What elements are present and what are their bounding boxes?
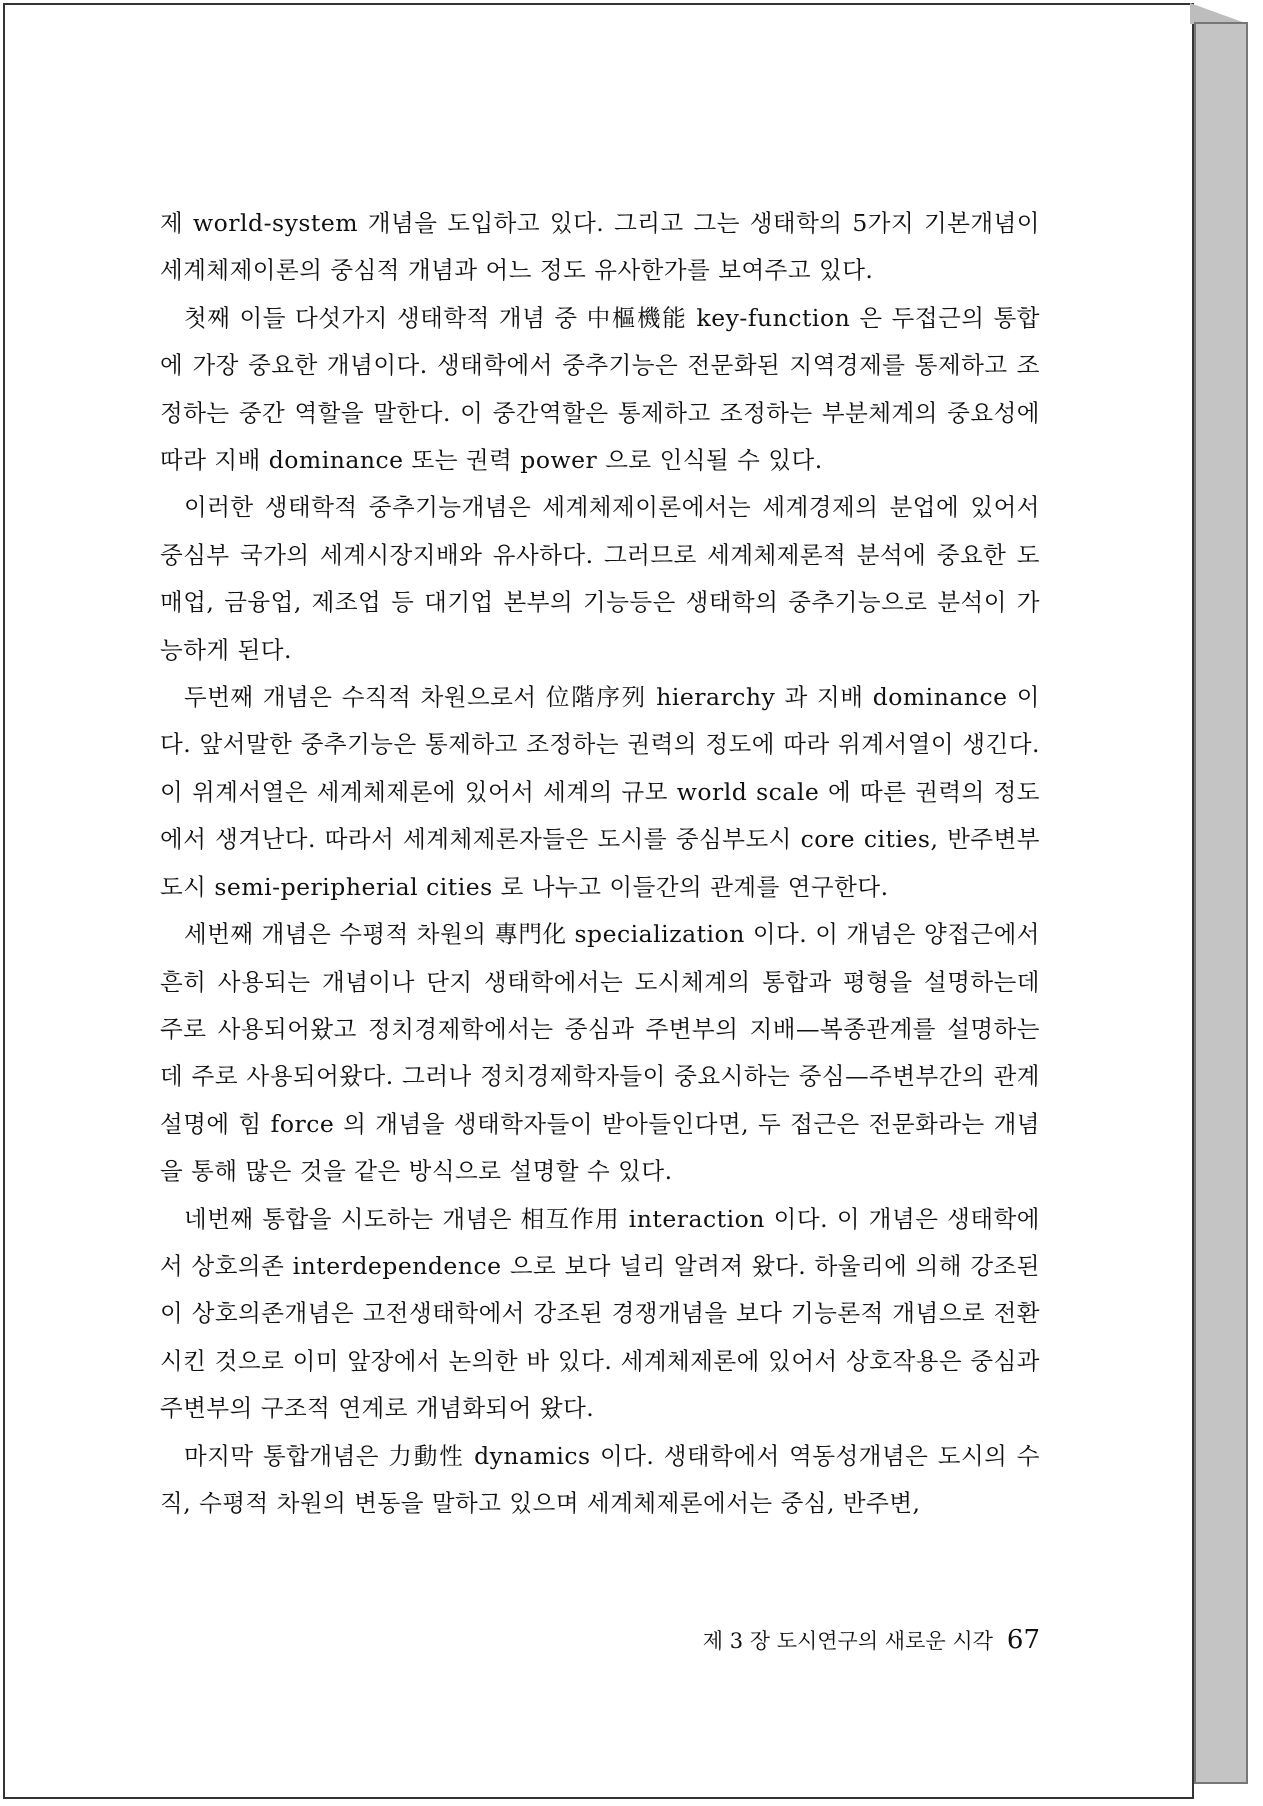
page-footer bbox=[600, 1625, 1040, 1655]
paragraph-4: 두번째 개념은 수직적 차원으로서 位階序列 hierarchy 과 지배 dominance 이다. 앞서말한 중추기능은 통제하고 조정하는 권력의 정도에 따라 위계서열이 생긴다. 이 위계서열은 세계체제론에 있어서 세계의 규모 world scale 에 따른 권력의 정도에서 생겨난다. 따라서 세계체제론자들은 도시를 중심부도시 core cities, 반주변부도시 semi-peripherial cities 로 나누고 이들간의 관계를 연구한다. bbox=[160, 683, 1040, 901]
page-number: 67 bbox=[1006, 1625, 1040, 1655]
paragraph-7: 마지막 통합개념은 力動性 dynamics 이다. 생태학에서 역동성개념은 도시의 수직, 수평적 차원의 변동을 말하고 있으며 세계체제론에서는 중심, 반주변, bbox=[160, 1441, 1040, 1517]
page-corner bbox=[1190, 3, 1248, 24]
paragraph-2: 첫째 이들 다섯가지 생태학적 개념 중 中樞機能 key-function 은 두접근의 통합에 가장 중요한 개념이다. 생태학에서 중추기능은 전문화된 지역경제를 통제하고 조정하는 중간 역할을 말한다. 이 중간역할은 통제하고 조정하는 부분체계의 중요성에 따라 지배 dominance 또는 권력 power 으로 인식될 수 있다. bbox=[160, 303, 1040, 475]
page-stack-edge bbox=[1194, 22, 1248, 1784]
body-text bbox=[160, 200, 1040, 1527]
chapter-title: 제 3 장 도시연구의 새로운 시각 bbox=[702, 1629, 993, 1653]
paragraph-6: 네번째 통합을 시도하는 개념은 相互作用 interaction 이다. 이 개념은 생태학에서 상호의존 interdependence 으로 보다 널리 알려져 왔다. 하울리에 의해 강조된 이 상호의존개념은 고전생태학에서 강조된 경쟁개념을 보다 기능론적 개념으로 전환시킨 것으로 이미 앞장에서 논의한 바 있다. 세계체제론에 있어서 상호작용은 중심과 주변부의 구조적 연계로 개념화되어 왔다. bbox=[160, 1204, 1040, 1423]
paragraph-1: 제 world-system 개념을 도입하고 있다. 그리고 그는 생태학의 5가지 기본개념이 세계체제이론의 중심적 개념과 어느 정도 유사한가를 보여주고 있다. bbox=[160, 209, 1040, 285]
paragraph-3: 이러한 생태학적 중추기능개념은 세계체제이론에서는 세계경제의 분업에 있어서 중심부 국가의 세계시장지배와 유사하다. 그러므로 세계체제론적 분석에 중요한 도매업, 금융업, 제조업 등 대기업 본부의 기능등은 생태학의 중추기능으로 분석이 가능하게 된다. bbox=[160, 493, 1040, 664]
paragraph-5: 세번째 개념은 수평적 차원의 專門化 specialization 이다. 이 개념은 양접근에서 흔히 사용되는 개념이나 단지 생태학에서는 도시체계의 통합과 평형을 설명하는데 주로 사용되어왔고 정치경제학에서는 중심과 주변부의 지배—복종관계를 설명하는데 주로 사용되어왔다. 그러나 정치경제학자들이 중요시하는 중심—주변부간의 관계설명에 힘 force 의 개념을 생태학자들이 받아들인다면, 두 접근은 전문화라는 개념을 통해 많은 것을 같은 방식으로 설명할 수 있다. bbox=[160, 920, 1040, 1186]
